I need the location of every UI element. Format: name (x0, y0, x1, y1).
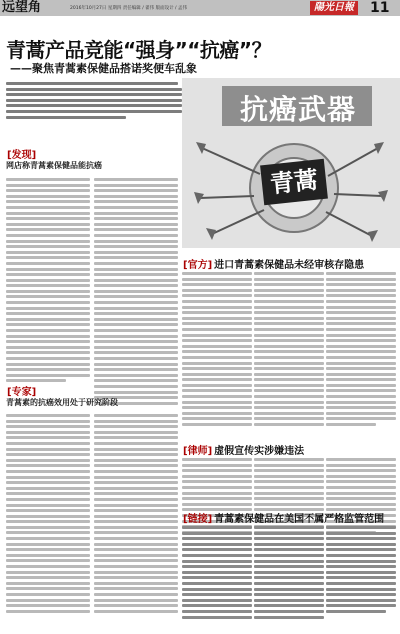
section-discovery-subtitle: 网店称青蒿素保健品能抗癌 (6, 161, 102, 170)
section-link: [链接] 青蒿素保健品在美国不属严格监管范围 (183, 514, 385, 525)
section-expert: [专家] (7, 387, 37, 398)
link-body-1 (182, 526, 252, 621)
official-body-2 (254, 272, 324, 429)
issue-meta: 2016年10月27日 星期四 责任编辑 / 翟伟 版面设计 / 孟伟 (70, 6, 187, 11)
expert-body-left (6, 414, 90, 615)
section-official: [官方] 进口青蒿素保健品未经审核存隐患 (183, 260, 365, 271)
masthead-logo: 陽光日報 (310, 1, 358, 15)
section-lawyer: [律师] 虚假宣传实涉嫌违法 (183, 446, 305, 457)
section-expert-subtitle: 青蒿素的抗癌效用处于研究阶段 (6, 398, 118, 407)
illustration (182, 78, 400, 248)
official-body-1 (182, 272, 252, 429)
illustration-label: 青蒿 (260, 159, 328, 205)
illustration-banner-text: 抗癌武器 (239, 93, 356, 126)
lead-paragraph (6, 82, 182, 121)
page-number: 11 (370, 0, 390, 16)
official-body-3 (326, 272, 396, 429)
discovery-body-right (94, 178, 178, 407)
section-label: 远望角 (2, 0, 42, 15)
headline-subtitle: ——聚焦青蒿素保健品搭诺奖便车乱象 (10, 62, 197, 75)
link-body-2 (254, 526, 324, 621)
link-body-3 (326, 526, 396, 616)
headline: 青蒿产品竞能“强身”“抗癌”？ (6, 38, 272, 62)
discovery-body-left (6, 178, 90, 385)
expert-body-mid (94, 414, 178, 615)
section-discovery: [发现] (7, 150, 37, 161)
